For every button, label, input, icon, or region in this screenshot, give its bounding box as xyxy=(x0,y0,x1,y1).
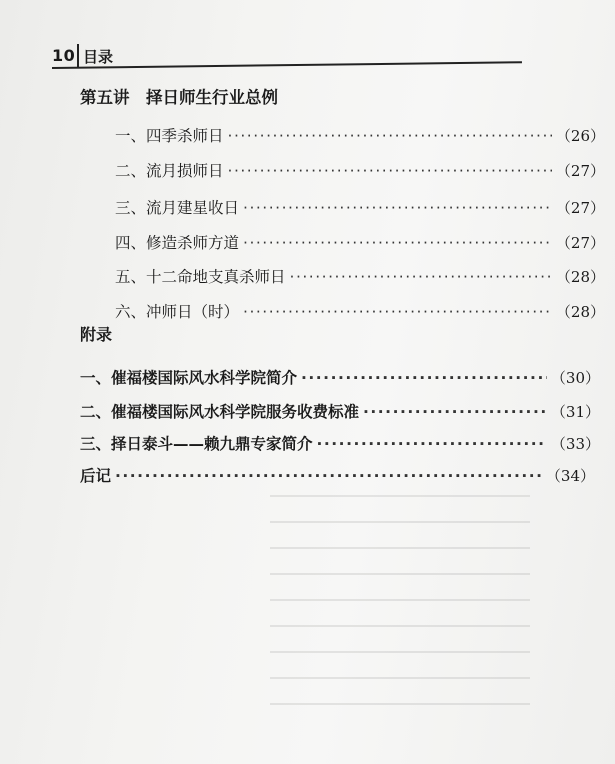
leader-dots xyxy=(301,369,547,387)
toc-entry[interactable] xyxy=(115,300,605,322)
leader-dots xyxy=(243,199,552,217)
lecture-title: 第五讲 择日师生行业总例 xyxy=(80,88,278,107)
leader-dots xyxy=(243,234,552,252)
toc-entry-page: （33） xyxy=(550,435,600,453)
leader-dots xyxy=(228,162,552,180)
toc-entry[interactable] xyxy=(80,366,600,388)
bleed-through-shadow xyxy=(270,495,530,755)
toc-entry[interactable] xyxy=(80,432,600,454)
leader-dots xyxy=(243,303,552,321)
leader-dots xyxy=(115,467,542,485)
toc-entry-page: （27） xyxy=(555,199,605,217)
toc-entry[interactable] xyxy=(115,265,605,287)
toc-entry[interactable] xyxy=(115,231,605,253)
leader-dots xyxy=(228,127,552,145)
toc-entry-label: 四、修造杀师方道 xyxy=(115,234,240,252)
toc-entry[interactable] xyxy=(80,464,595,486)
toc-entry-page: （27） xyxy=(555,234,605,252)
appendix-title: 附录 xyxy=(80,325,113,344)
toc-entry-label: 一、催福楼国际风水科学院简介 xyxy=(80,369,298,387)
toc-entry-label: 二、催福楼国际风水科学院服务收费标准 xyxy=(80,403,360,421)
leader-dots xyxy=(363,403,547,421)
toc-entry-label: 三、择日泰斗——赖九鼎专家简介 xyxy=(80,435,313,453)
toc-entry-label: 后记 xyxy=(80,467,112,485)
toc-entry-label: 一、四季杀师日 xyxy=(115,127,224,145)
toc-entry-label: 五、十二命地支真杀师日 xyxy=(115,268,286,286)
leader-dots xyxy=(290,268,552,286)
leader-dots xyxy=(317,435,547,453)
toc-entry-page: （31） xyxy=(550,403,600,421)
page-number: 10 xyxy=(52,46,76,65)
toc-entry-page: （27） xyxy=(555,162,605,180)
toc-entry-label: 三、流月建星收日 xyxy=(115,199,240,217)
toc-entry[interactable] xyxy=(115,124,605,146)
toc-entry-page: （28） xyxy=(555,303,605,321)
toc-entry-label: 六、冲师日（时） xyxy=(115,303,240,321)
toc-entry[interactable] xyxy=(115,159,605,181)
toc-entry[interactable] xyxy=(80,400,600,422)
toc-entry-page: （30） xyxy=(550,369,600,387)
header-title: 目录 xyxy=(83,48,114,66)
toc-entry-label: 二、流月损师日 xyxy=(115,162,224,180)
toc-entry-page: （34） xyxy=(545,467,595,485)
toc-entry[interactable] xyxy=(115,196,605,218)
toc-entry-page: （28） xyxy=(555,268,605,286)
toc-entry-page: （26） xyxy=(555,127,605,145)
